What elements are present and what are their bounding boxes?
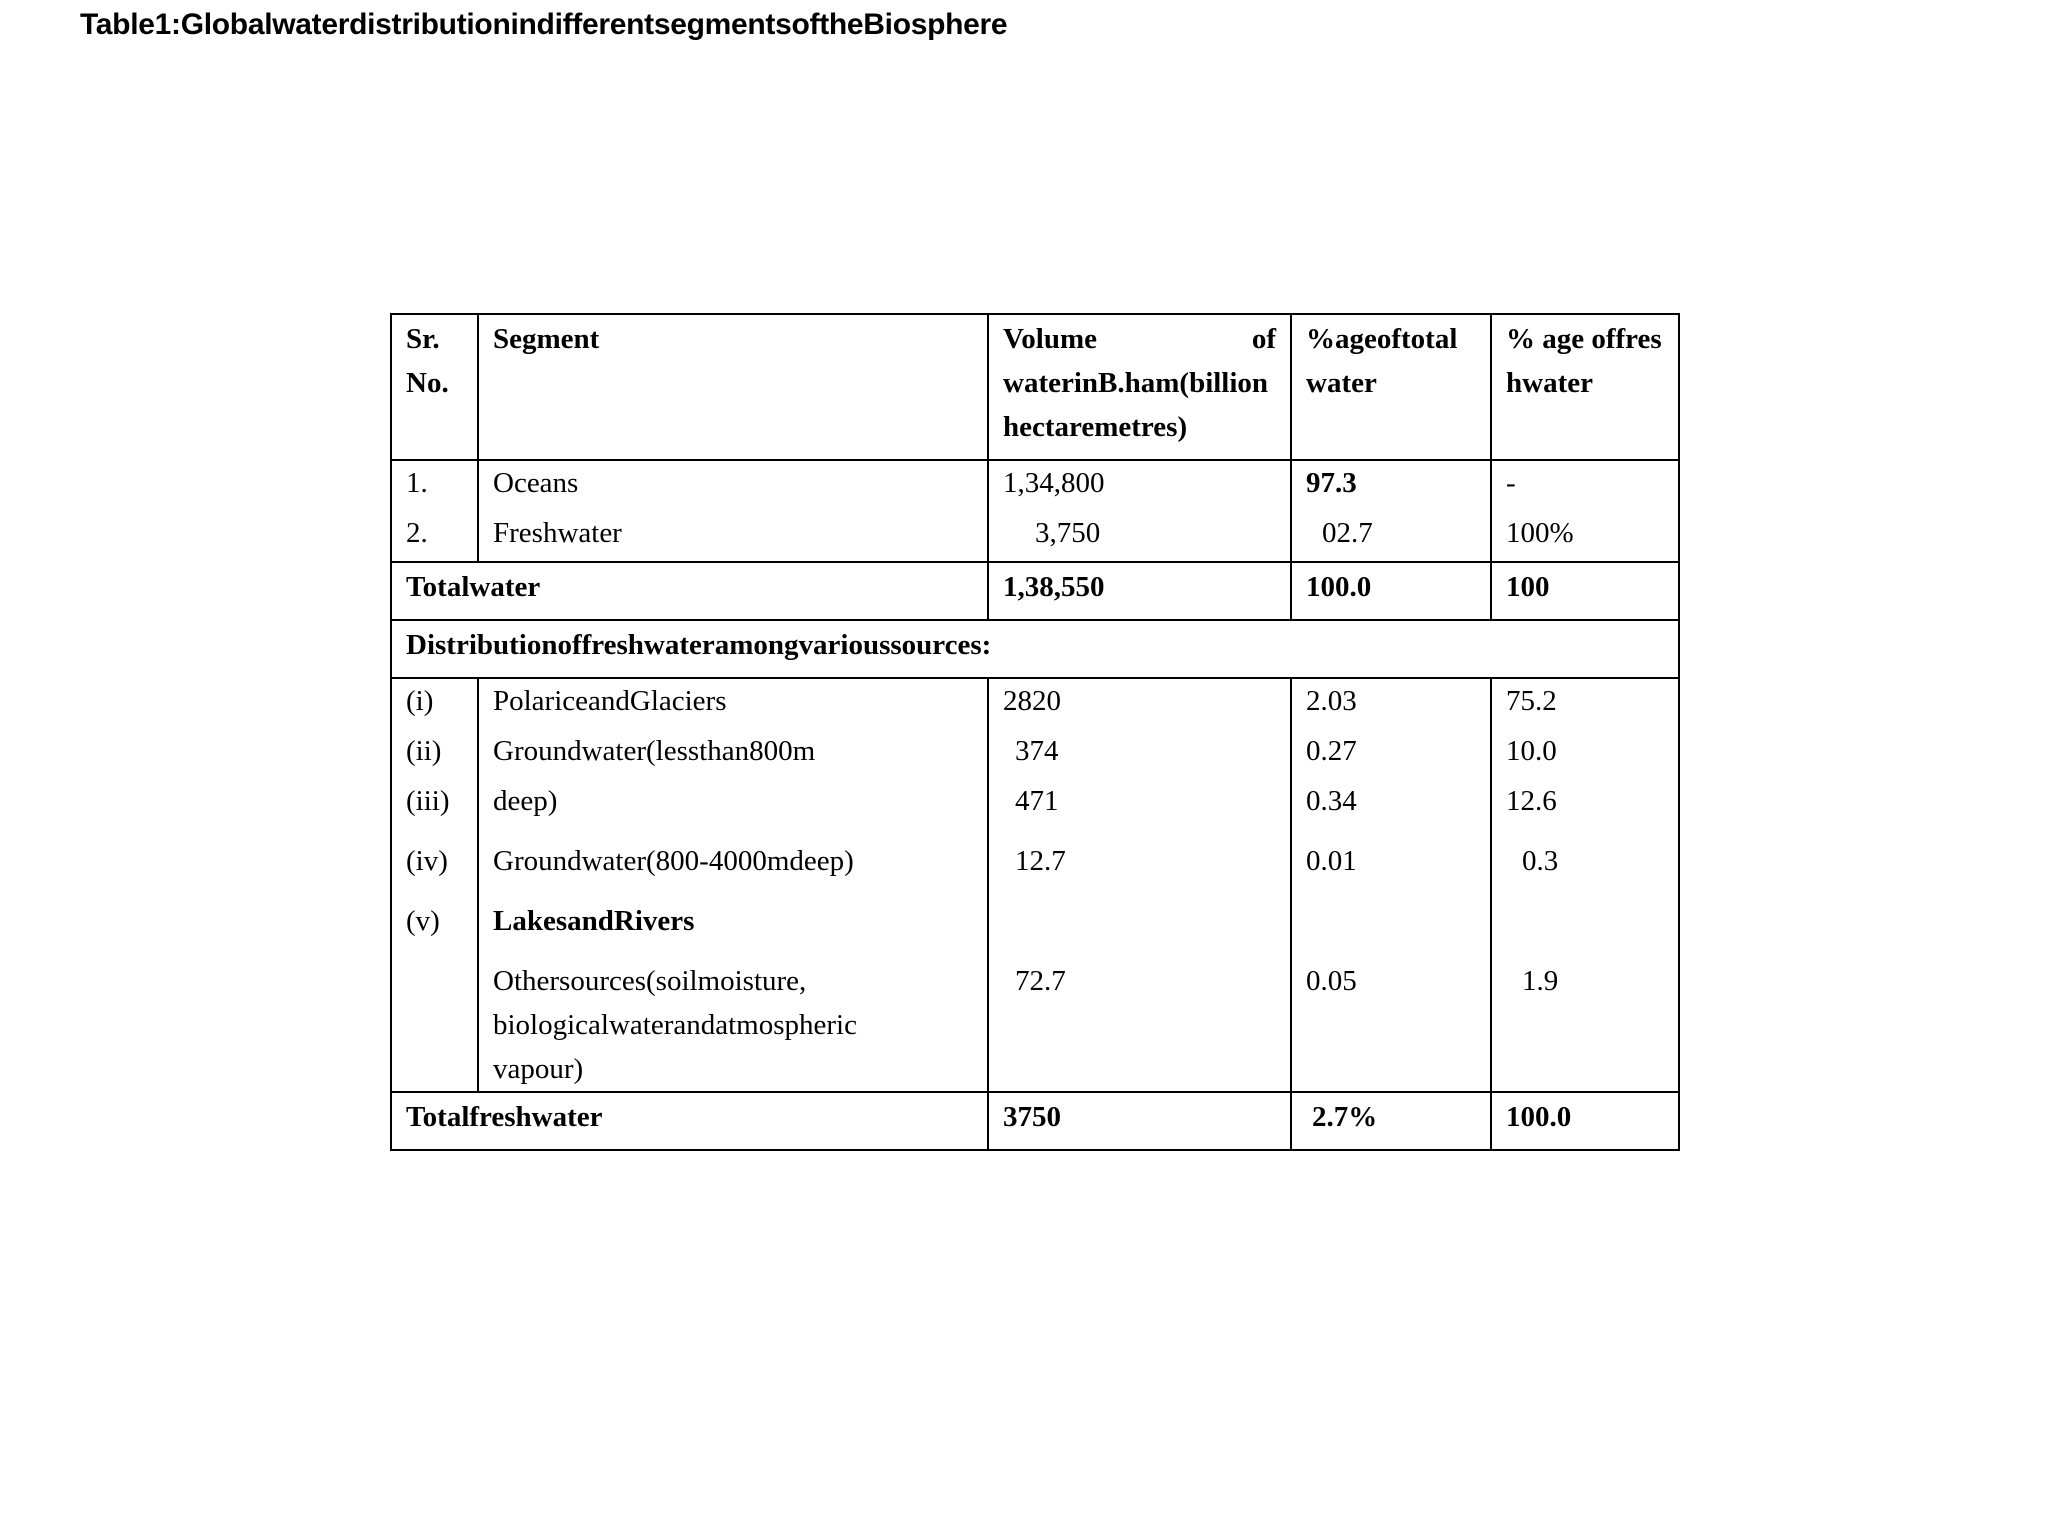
header-volume — [988, 314, 1291, 460]
header-volume-word1: Volume — [1003, 323, 1097, 355]
total-water-pct-fresh: 100 — [1491, 562, 1679, 620]
table-row — [391, 678, 1679, 1092]
table-row — [391, 460, 1679, 562]
cell-pct-total: 0.01 — [1306, 845, 1357, 877]
cell-pct-fresh: 0.3 — [1522, 845, 1559, 877]
sub-volume-column — [988, 678, 1291, 1092]
cell-segment: Oceans — [493, 467, 579, 499]
cell-volume: 3,750 — [1035, 517, 1101, 549]
cell-pct-fresh: 100% — [1506, 517, 1574, 549]
cell-sr: 2. — [406, 517, 428, 549]
cell-volume: 72.7 — [1015, 965, 1066, 997]
top-rows-pct-total — [1291, 460, 1491, 562]
cell-pct-fresh: 10.0 — [1506, 735, 1557, 767]
header-sr-line1: Sr. — [406, 323, 440, 355]
cell-pct-fresh: 75.2 — [1506, 685, 1557, 717]
total-freshwater-volume: 3750 — [988, 1092, 1291, 1150]
header-sr-no — [391, 314, 478, 460]
cell-segment: Groundwater(lessthan800m — [493, 735, 816, 767]
cell-segment: Freshwater — [493, 517, 622, 549]
cell-pct-total: 97.3 — [1306, 467, 1357, 499]
cell-sr: (iii) — [406, 785, 450, 817]
sub-sr-column — [391, 678, 478, 1092]
header-segment: Segment — [478, 314, 988, 460]
cell-pct-total: 02.7 — [1322, 517, 1373, 549]
cell-segment: Othersources(soilmoisture, biologicalwaterandatmospheric vapour) — [493, 965, 857, 1085]
section-label: Distributionoffreshwateramongvarioussources: — [391, 620, 1679, 678]
cell-sr: (i) — [406, 685, 434, 717]
cell-sr: (v) — [406, 905, 440, 937]
cell-pct-fresh: 12.6 — [1506, 785, 1557, 817]
cell-volume-empty — [1003, 899, 1276, 959]
sub-pct-fresh-column — [1491, 678, 1679, 1092]
cell-volume: 2820 — [1003, 685, 1061, 717]
total-freshwater-pct-total: 2.7% — [1291, 1092, 1491, 1150]
cell-pct-fresh: - — [1506, 467, 1516, 499]
header-pct-fresh: % age offreshwater — [1491, 314, 1679, 460]
section-row — [391, 620, 1679, 678]
cell-pct-fresh-empty — [1506, 899, 1664, 959]
total-water-pct-total: 100.0 — [1291, 562, 1491, 620]
cell-pct-fresh: 1.9 — [1522, 965, 1559, 997]
sub-pct-total-column — [1291, 678, 1491, 1092]
cell-volume: 374 — [1015, 735, 1059, 767]
total-water-label: Totalwater — [391, 562, 988, 620]
cell-segment: LakesandRivers — [493, 905, 695, 937]
top-rows-volume — [988, 460, 1291, 562]
total-freshwater-row — [391, 1092, 1679, 1150]
header-pct-total: %ageoftotal water — [1291, 314, 1491, 460]
cell-pct-total: 0.05 — [1306, 965, 1357, 997]
cell-pct-total: 0.27 — [1306, 735, 1357, 767]
cell-segment: deep) — [493, 785, 558, 817]
cell-volume: 471 — [1015, 785, 1059, 817]
cell-sr: (iv) — [406, 845, 448, 877]
total-freshwater-label: Totalfreshwater — [391, 1092, 988, 1150]
cell-sr: (ii) — [406, 735, 442, 767]
cell-sr: 1. — [406, 467, 428, 499]
sub-segment-column — [478, 678, 988, 1092]
header-sr-line2: No. — [406, 367, 449, 399]
top-rows-pct-fresh — [1491, 460, 1679, 562]
top-rows-segment — [478, 460, 988, 562]
page-title: Table1:GlobalwaterdistributionindifferentsegmentsoftheBiosphere — [80, 8, 1008, 41]
cell-segment: PolariceandGlaciers — [493, 685, 727, 717]
cell-pct-total: 0.34 — [1306, 785, 1357, 817]
header-volume-first-line — [1003, 317, 1276, 361]
total-water-row — [391, 562, 1679, 620]
cell-volume: 1,34,800 — [1003, 467, 1105, 499]
cell-segment: Groundwater(800-4000mdeep) — [493, 845, 854, 877]
cell-pct-total: 2.03 — [1306, 685, 1357, 717]
header-volume-word2: of — [1251, 323, 1276, 355]
cell-volume: 12.7 — [1015, 845, 1066, 877]
total-freshwater-pct-fresh: 100.0 — [1491, 1092, 1679, 1150]
total-water-volume: 1,38,550 — [988, 562, 1291, 620]
water-distribution-table — [390, 313, 1680, 1151]
top-rows-sr — [391, 460, 478, 562]
cell-pct-total-empty — [1306, 899, 1476, 959]
table-header-row — [391, 314, 1679, 460]
header-volume-rest: waterinB.ham(billionhectaremetres) — [1003, 367, 1269, 443]
